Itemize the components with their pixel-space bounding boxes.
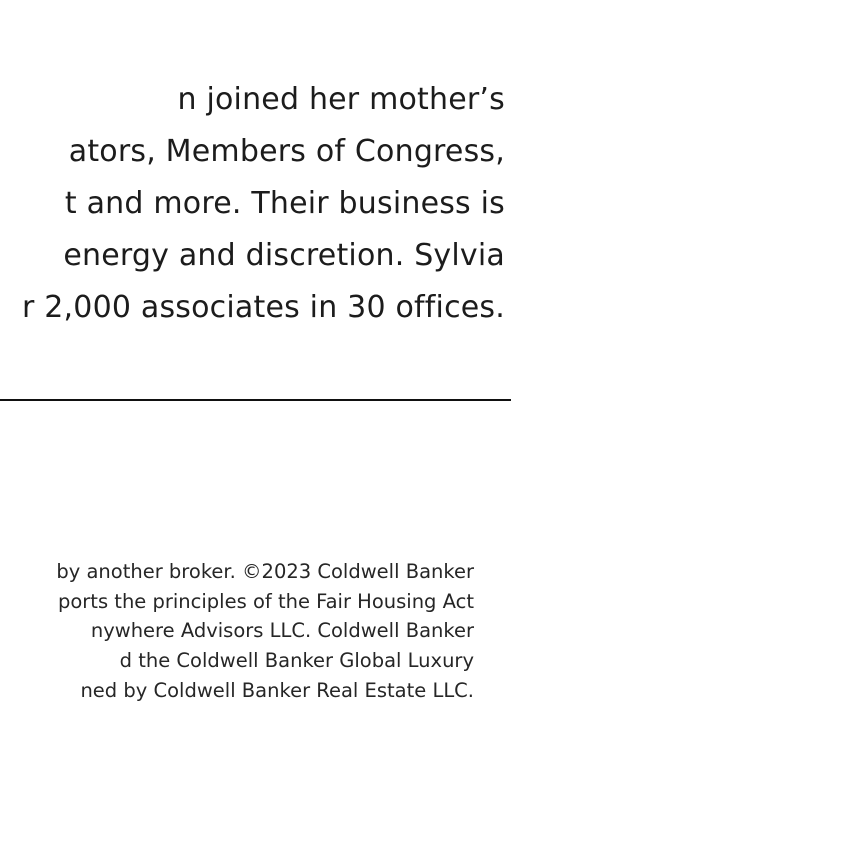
agent-bio-paragraph: [22, 74, 505, 334]
bio-line: ators, Members of Congress,: [68, 134, 505, 169]
bio-line: n joined her mother’s: [177, 82, 505, 117]
bio-line: energy and discretion. Sylvia: [63, 238, 505, 273]
disclaimer-line: d the Coldwell Banker Global Luxury: [119, 649, 474, 673]
disclaimer-line: nywhere Advisors LLC. Coldwell Banker: [90, 619, 474, 643]
bio-line: t and more. Their business is: [64, 186, 505, 221]
section-divider: [0, 399, 511, 401]
disclaimer-line: ports the principles of the Fair Housing Act: [57, 589, 474, 613]
bio-line: r 2,000 associates in 30 offices.: [21, 290, 505, 325]
legal-disclaimer: [56, 557, 474, 706]
disclaimer-line: by another broker. ©2023 Coldwell Banker: [56, 560, 474, 583]
disclaimer-line: ned by Coldwell Banker Real Estate LLC.: [80, 678, 474, 702]
